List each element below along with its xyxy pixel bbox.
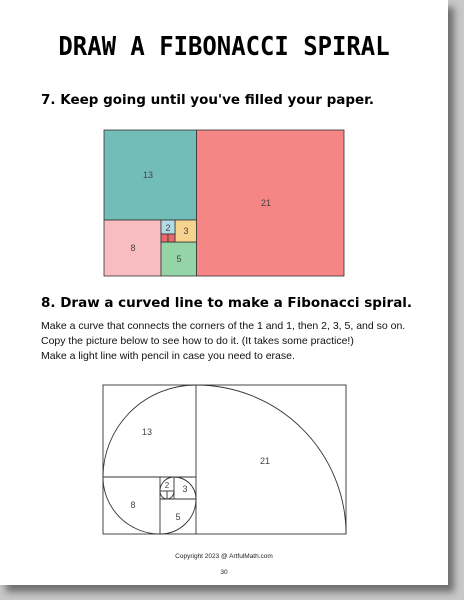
spiral-label-8: 8 xyxy=(130,500,136,510)
label-13: 13 xyxy=(142,170,154,180)
spiral-curve xyxy=(103,385,346,534)
step-8-heading: 8. Draw a curved line to make a Fibonacci spiral. xyxy=(41,295,413,311)
label-3: 3 xyxy=(183,226,189,236)
instruction-line: Copy the picture below to see how to do it. (It takes some practice!) xyxy=(41,335,354,347)
spiral-label-5: 5 xyxy=(175,512,181,522)
label-21: 21 xyxy=(260,198,272,208)
square-1a xyxy=(161,234,168,242)
page-title: DRAW A FIBONACCI SPIRAL xyxy=(58,32,390,62)
spiral-label-2: 2 xyxy=(164,481,170,490)
square-1b xyxy=(168,234,175,242)
step-8-instructions xyxy=(41,319,405,364)
instruction-line: Make a curve that connects the corners of the 1 and 1, then 2, 3, 5, and so on. xyxy=(41,320,406,332)
copyright-footer: Copyright 2023 @ ArtfulMath.com xyxy=(175,553,273,560)
instruction-line: Make a light line with pencil in case you need to erase. xyxy=(41,350,295,362)
label-2: 2 xyxy=(165,223,171,233)
step-7-heading: 7. Keep going until you've filled your paper. xyxy=(41,92,375,108)
spiral-label-3: 3 xyxy=(182,484,188,494)
spiral-label-21: 21 xyxy=(259,456,271,466)
fibonacci-spiral-diagram xyxy=(103,385,347,535)
label-5: 5 xyxy=(176,254,182,264)
colored-fibonacci-diagram xyxy=(104,130,344,276)
label-8: 8 xyxy=(130,243,136,253)
page-number: 30 xyxy=(220,569,228,576)
spiral-label-13: 13 xyxy=(141,427,153,437)
